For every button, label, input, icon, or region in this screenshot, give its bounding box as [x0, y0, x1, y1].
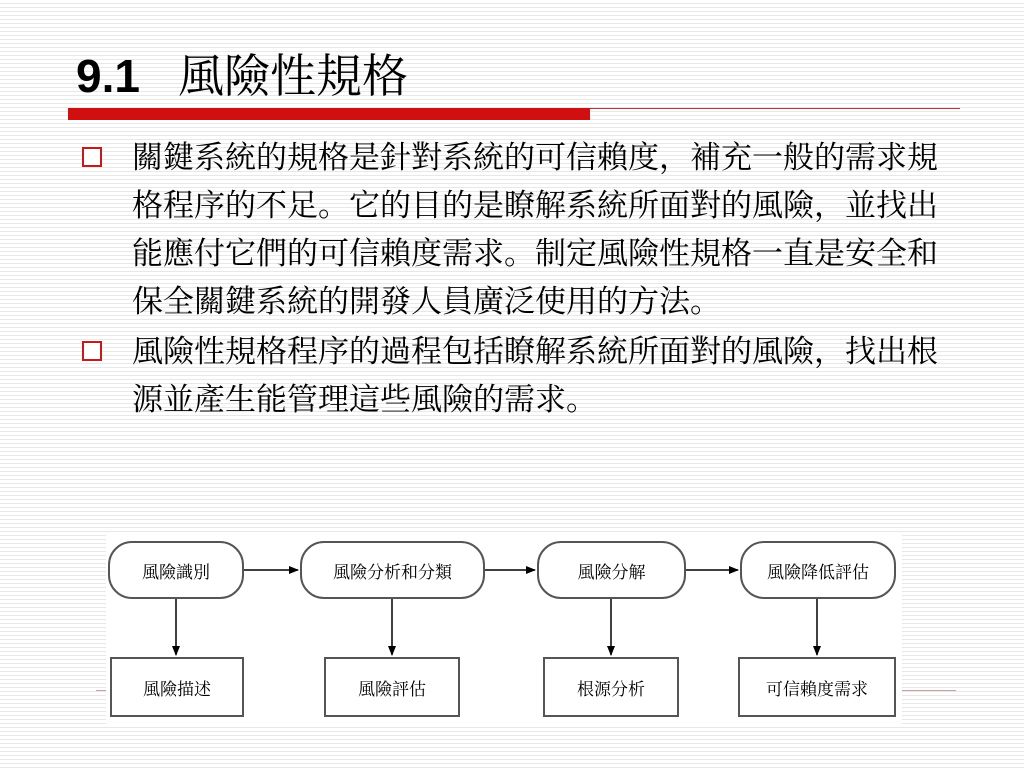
title-number: 9.1	[76, 50, 140, 102]
output-box: 可信賴度需求	[738, 657, 896, 717]
process-step: 風險識別	[108, 541, 244, 599]
title-text: 風險性規格	[177, 49, 408, 103]
bullet-text: 風險性規格程序的過程包括瞭解系統所面對的風險，找出根源並產生能管理這些風險的需求。	[132, 334, 938, 418]
square-bullet-icon	[82, 147, 102, 167]
title-underline-accent	[68, 108, 590, 120]
bullet-item	[82, 328, 952, 424]
square-bullet-icon	[82, 341, 102, 361]
slide-title	[76, 40, 408, 106]
process-step: 風險分析和分類	[300, 541, 485, 599]
bullet-item	[82, 134, 952, 326]
process-step: 風險降低評估	[740, 541, 896, 599]
output-box: 風險描述	[110, 657, 244, 717]
output-box: 根源分析	[543, 657, 679, 717]
bullet-list	[82, 134, 952, 426]
output-box: 風險評估	[324, 657, 460, 717]
process-step: 風險分解	[537, 541, 686, 599]
risk-process-diagram	[106, 535, 902, 725]
title-underline-thin	[590, 108, 960, 109]
bullet-text: 關鍵系統的規格是針對系統的可信賴度，補充一般的需求規格程序的不足。它的目的是瞭解系統所面對的風險，並找出能應付它們的可信賴度需求。制定風險性規格一直是安全和保全關鍵系統的開發人員廣泛使用的方法。	[132, 140, 938, 320]
